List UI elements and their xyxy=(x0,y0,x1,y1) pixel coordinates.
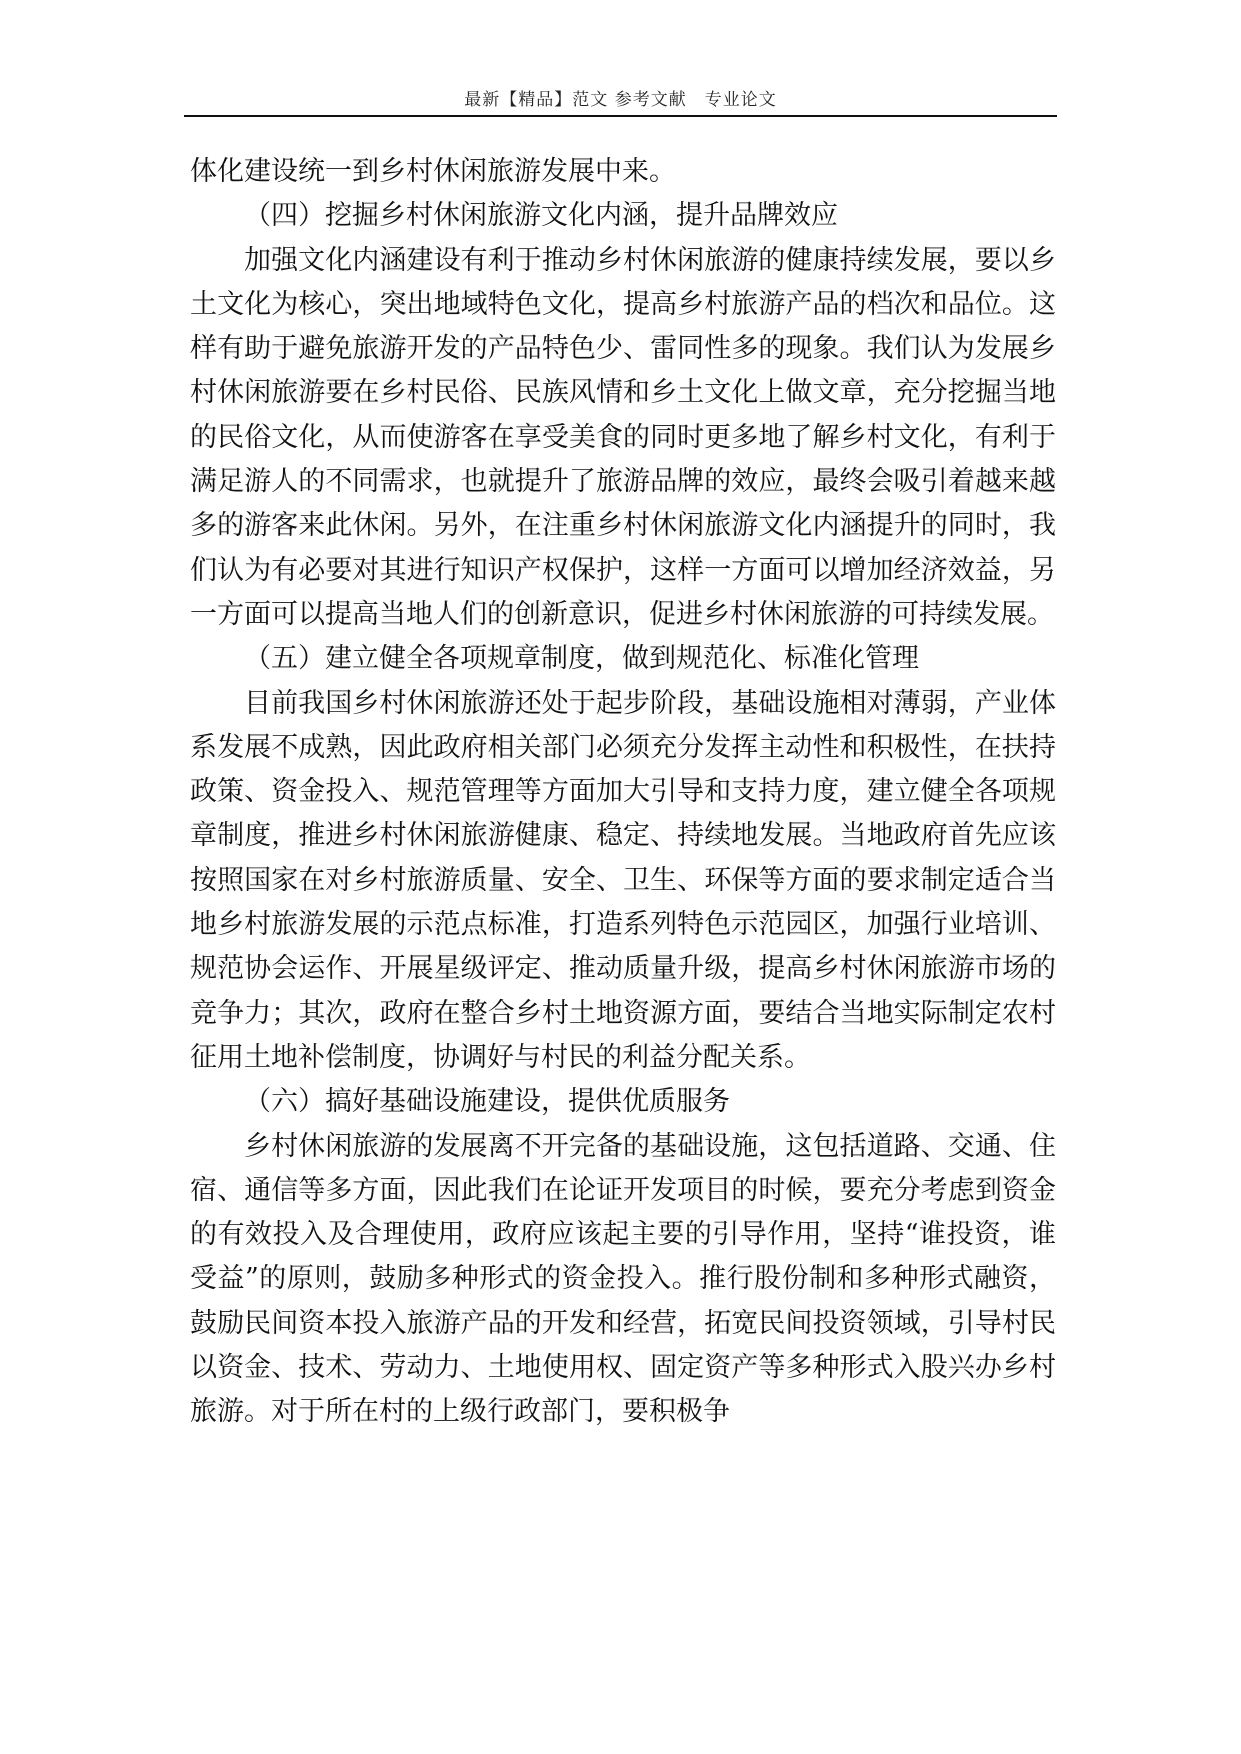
section-heading-5: （五）建立健全各项规章制度，做到规范化、标准化管理 xyxy=(244,643,919,675)
document-body xyxy=(190,150,1056,1435)
paragraph-section-4: 加强文化内涵建设有利于推动乡村休闲旅游的健康持续发展，要以乡土文化为核心，突出地域特色文化，提高乡村旅游产品的档次和品位。这样有助于避免旅游开发的产品特色少、雷同性多的现象。我们认为发展乡村休闲旅游要在乡村民俗、民族风情和乡土文化上做文章，充分挖掘当地的民俗文化，从而使游客在享受美食的同时更多地了解乡村文化，有利于满足游人的不同需求，也就提升了旅游品牌的效应，最终会吸引着越来越多的游客来此休闲。另外，在注重乡村休闲旅游文化内涵提升的同时，我们认为有必要对其进行知识产权保护，这样一方面可以增加经济效益，另一方面可以提高当地人们的创新意识，促进乡村休闲旅游的可持续发展。 xyxy=(190,244,1056,630)
header-divider xyxy=(184,115,1057,117)
section-heading-6: （六）搞好基础设施建设，提供优质服务 xyxy=(244,1086,730,1118)
paragraph-section-6: 乡村休闲旅游的发展离不开完备的基础设施，这包括道路、交通、住宿、通信等多方面，因此我们在论证开发项目的时候，要充分考虑到资金的有效投入及合理使用，政府应该起主要的引导作用，坚持“谁投资，谁受益”的原则，鼓励多种形式的资金投入。推行股份制和多种形式融资，鼓励民间资本投入旅游产品的开发和经营，拓宽民间投资领域，引导村民以资金、技术、劳动力、土地使用权、固定资产等多种形式入股兴办乡村旅游。对于所在村的上级行政部门，要积极争 xyxy=(190,1130,1056,1428)
section-heading-4: （四）挖掘乡村休闲旅游文化内涵，提升品牌效应 xyxy=(244,200,838,232)
paragraph-section-5: 目前我国乡村休闲旅游还处于起步阶段，基础设施相对薄弱，产业体系发展不成熟，因此政府相关部门必须充分发挥主动性和积极性，在扶持政策、资金投入、规范管理等方面加大引导和支持力度，建立健全各项规章制度，推进乡村休闲旅游健康、稳定、持续地发展。当地政府首先应该按照国家在对乡村旅游质量、安全、卫生、环保等方面的要求制定适合当地乡村旅游发展的示范点标准，打造系列特色示范园区，加强行业培训、规范协会运作、开展星级评定、推动质量升级，提高乡村休闲旅游市场的竞争力；其次，政府在整合乡村土地资源方面，要结合当地实际制定农村征用土地补偿制度，协调好与村民的利益分配关系。 xyxy=(190,687,1056,1073)
page-header: 最新【精品】范文 参考文献 专业论文 xyxy=(464,90,777,110)
paragraph-continuation: 体化建设统一到乡村休闲旅游发展中来。 xyxy=(190,156,676,187)
